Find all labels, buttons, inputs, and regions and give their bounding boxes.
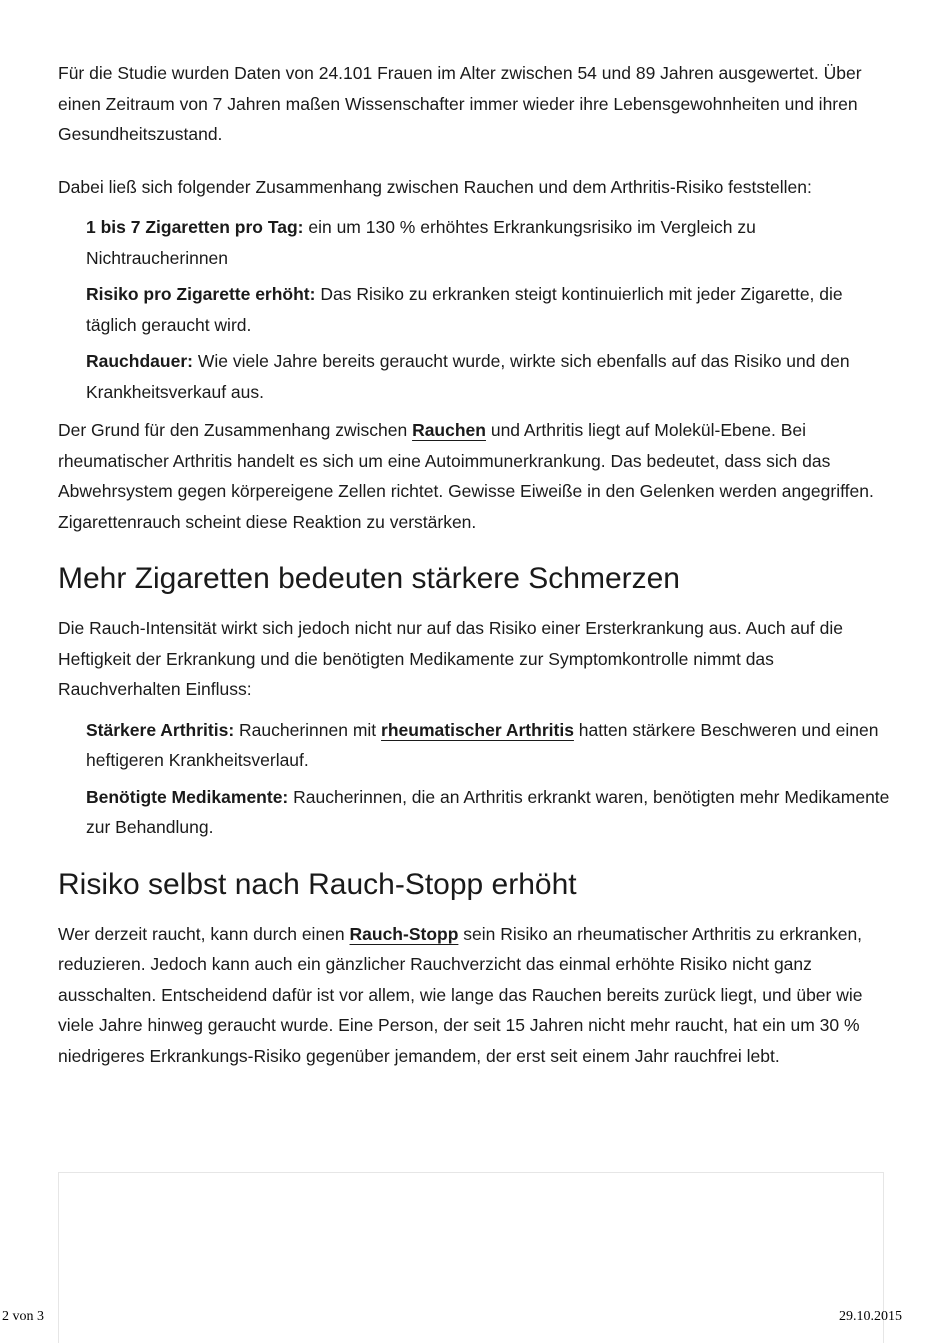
list-item-term: Benötigte Medikamente: bbox=[86, 786, 289, 807]
rauch-stopp-link[interactable]: Rauch-Stopp bbox=[349, 923, 459, 944]
embedded-content-frame bbox=[58, 1172, 884, 1343]
list-item-text: Raucherinnen mit bbox=[234, 719, 382, 740]
list-item-text: Wie viele Jahre bereits geraucht wurde, wirkte sich ebenfalls auf das Risiko und den Krankheitsverkauf aus. bbox=[86, 351, 850, 402]
risk-factor-list bbox=[58, 212, 894, 407]
list-item-term: 1 bis 7 Zigaretten pro Tag: bbox=[86, 217, 304, 237]
print-date: 29.10.2015 bbox=[839, 1309, 902, 1324]
list-item bbox=[86, 212, 894, 273]
list-item-term: Stärkere Arthritis: bbox=[86, 719, 235, 740]
list-item bbox=[86, 279, 894, 340]
reason-paragraph bbox=[58, 415, 894, 537]
list-item bbox=[86, 782, 894, 843]
rauch-stopp-text-start: Wer derzeit raucht, kann durch einen bbox=[58, 923, 350, 944]
list-item-text: Raucherinnen, die an Arthritis erkrankt waren, benötigten mehr Medikamente zur Behandlung. bbox=[86, 786, 890, 837]
list-item bbox=[86, 346, 894, 407]
section-heading-rauch-stopp: Risiko selbst nach Rauch-Stopp erhöht bbox=[58, 867, 577, 901]
list-item-text-end: hatten stärkere Beschweren und einen heftigeren Krankheitsverlauf. bbox=[86, 719, 879, 770]
reason-text-end: und Arthritis liegt auf Molekül-Ebene. Bei rheumatischer Arthritis handelt es sich um eine Autoimmunerkrankung. Das bedeutet, dass sich das Abwehrsystem gegen körpereigene Zellen richtet. Gewisse Eiweiße in den Gelenken werden angegriffen. Zigarettenrauch scheint diese Reaktion zu verstärken. bbox=[58, 420, 874, 532]
list-item-term: Risiko pro Zigarette erhöht: bbox=[86, 284, 316, 304]
page-number: 2 von 3 bbox=[2, 1309, 44, 1324]
section-heading-schmerzen: Mehr Zigaretten bedeuten stärkere Schmerzen bbox=[58, 562, 680, 595]
reason-text-start: Der Grund für den Zusammenhang zwischen bbox=[58, 420, 413, 440]
rauch-stopp-text-end: sein Risiko an rheumatischer Arthritis zu erkranken, reduzieren. Jedoch kann auch ein gänzlicher Rauchverzicht das einmal erhöhte Risiko nicht ganz ausschalten. Entscheidend dafür ist vor allem, wie lange das Rauchen bereits zurück liegt, und über wie viele Jahre hinweg geraucht wurde. Eine Person, der seit 15 Jahren nicht mehr raucht, hat ein um 30 % niedrigeres Erkrankungs-Risiko gegenüber jemandem, der erst seit einem Jahr rauchfrei lebt. bbox=[58, 923, 863, 1066]
list-item-text: ein um 130 % erhöhtes Erkrankungsrisiko im Vergleich zu Nichtraucherinnen bbox=[86, 217, 756, 268]
rheumatische-arthritis-link[interactable]: rheumatischer Arthritis bbox=[381, 719, 574, 740]
intro-lead-paragraph: Dabei ließ sich folgender Zusammenhang zwischen Rauchen und dem Arthritis-Risiko feststellen: bbox=[58, 176, 812, 197]
intensity-paragraph: Die Rauch-Intensität wirkt sich jedoch nicht nur auf das Risiko einer Ersterkrankung aus. Auch auf die Heftigkeit der Erkrankung und die benötigten Medikamente zur Symptomkontrolle nimmt das Rauchverhalten Einfluss: bbox=[58, 618, 843, 699]
rauch-stopp-paragraph bbox=[58, 919, 894, 1072]
article-body bbox=[58, 58, 894, 1071]
rauchen-link[interactable]: Rauchen bbox=[412, 420, 486, 440]
list-item-text: Das Risiko zu erkranken steigt kontinuierlich mit jeder Zigarette, die täglich geraucht wird. bbox=[86, 284, 843, 335]
list-item bbox=[86, 715, 894, 776]
intro-paragraph: Für die Studie wurden Daten von 24.101 Frauen im Alter zwischen 54 und 89 Jahren ausgewertet. Über einen Zeitraum von 7 Jahren maßen Wissenschafter immer wieder ihre Lebensgewohnheiten und ihren Gesundheitszustand. bbox=[58, 63, 862, 144]
list-item-term: Rauchdauer: bbox=[86, 351, 193, 371]
severity-list bbox=[58, 715, 894, 843]
